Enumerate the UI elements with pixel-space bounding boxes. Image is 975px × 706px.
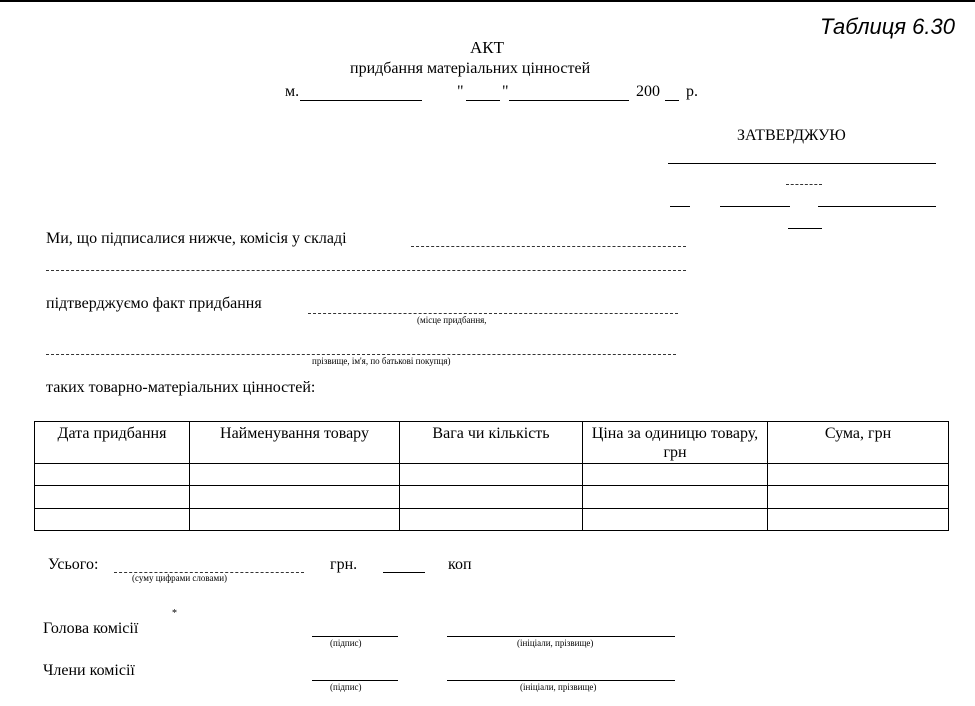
table-cell[interactable] <box>400 486 583 508</box>
table-cell[interactable] <box>400 464 583 486</box>
year-prefix: 200 <box>636 83 660 100</box>
top-border-rule <box>0 0 975 2</box>
members-signature-field[interactable] <box>312 680 398 681</box>
approve-label: ЗАТВЕРДЖУЮ <box>737 127 846 144</box>
buyer-field[interactable] <box>46 354 676 355</box>
year-suffix: р. <box>686 83 698 100</box>
goods-text: таких товарно-матеріальних цінностей: <box>46 379 316 396</box>
commission-field-1[interactable] <box>411 246 686 247</box>
buyer-caption: прізвище, ім'я, по батькові покупця) <box>312 356 451 366</box>
approver-position-sub <box>786 184 822 185</box>
table-cell[interactable] <box>583 464 768 486</box>
place-field[interactable] <box>308 313 678 314</box>
table-header-row <box>35 422 949 464</box>
approver-date-field[interactable] <box>788 228 822 229</box>
table-cell[interactable] <box>190 486 400 508</box>
approver-name-field-3[interactable] <box>818 206 936 207</box>
total-kop-label: коп <box>448 556 472 573</box>
table-label: Таблиця 6.30 <box>820 14 955 39</box>
document-title: АКТ <box>470 38 504 57</box>
table-cell[interactable] <box>768 486 949 508</box>
head-signature-field[interactable] <box>312 636 398 637</box>
head-name-caption: (ініціали, прізвище) <box>517 638 594 648</box>
table-cell[interactable] <box>35 486 190 508</box>
date-quote-right: " <box>502 83 509 100</box>
goods-table <box>34 421 949 531</box>
total-kop-field[interactable] <box>383 572 425 573</box>
table-cell[interactable] <box>583 508 768 530</box>
table-cell[interactable] <box>400 508 583 530</box>
approver-position-field[interactable] <box>668 163 936 164</box>
total-uah-label: грн. <box>330 556 358 573</box>
table-row <box>35 508 949 530</box>
place-caption: (місце придбання, <box>417 315 487 325</box>
table-row <box>35 464 949 486</box>
table-cell[interactable] <box>190 464 400 486</box>
members-label: Члени комісії <box>43 662 135 679</box>
year-field[interactable] <box>665 100 679 101</box>
header-unit-price: Ціна за одиницю товару, грн <box>583 422 768 464</box>
table-cell[interactable] <box>583 486 768 508</box>
date-quote-left: " <box>457 83 464 100</box>
header-sum: Сума, грн <box>768 422 949 464</box>
table-cell[interactable] <box>190 508 400 530</box>
confirm-text: підтверджуємо факт придбання <box>46 295 262 312</box>
total-label: Усього: <box>48 556 99 573</box>
table-row <box>35 486 949 508</box>
day-field[interactable] <box>466 100 500 101</box>
header-date: Дата придбання <box>35 422 190 464</box>
table-cell[interactable] <box>35 508 190 530</box>
head-name-field[interactable] <box>447 636 675 637</box>
members-name-caption: (ініціали, прізвище) <box>520 682 597 692</box>
table-cell[interactable] <box>768 508 949 530</box>
city-field[interactable] <box>300 100 422 101</box>
table-cell[interactable] <box>35 464 190 486</box>
header-weight-quantity: Вага чи кількість <box>400 422 583 464</box>
members-signature-caption: (підпис) <box>330 682 362 692</box>
head-signature-caption: (підпис) <box>330 638 362 648</box>
asterisk-mark: * <box>172 608 177 619</box>
table-cell[interactable] <box>768 464 949 486</box>
header-product-name: Найменування товару <box>190 422 400 464</box>
approver-name-field-2[interactable] <box>720 206 790 207</box>
commission-text: Ми, що підписалися нижче, комісія у складі <box>46 230 347 247</box>
commission-field-2[interactable] <box>46 270 686 271</box>
month-field[interactable] <box>509 100 629 101</box>
members-name-field[interactable] <box>447 680 675 681</box>
city-prefix: м. <box>285 83 300 100</box>
document-subtitle: придбання матеріальних цінностей <box>350 60 591 77</box>
head-label: Голова комісії <box>43 620 139 637</box>
approver-name-field-1[interactable] <box>670 206 690 207</box>
total-words-caption: (суму цифрами словами) <box>132 573 228 583</box>
